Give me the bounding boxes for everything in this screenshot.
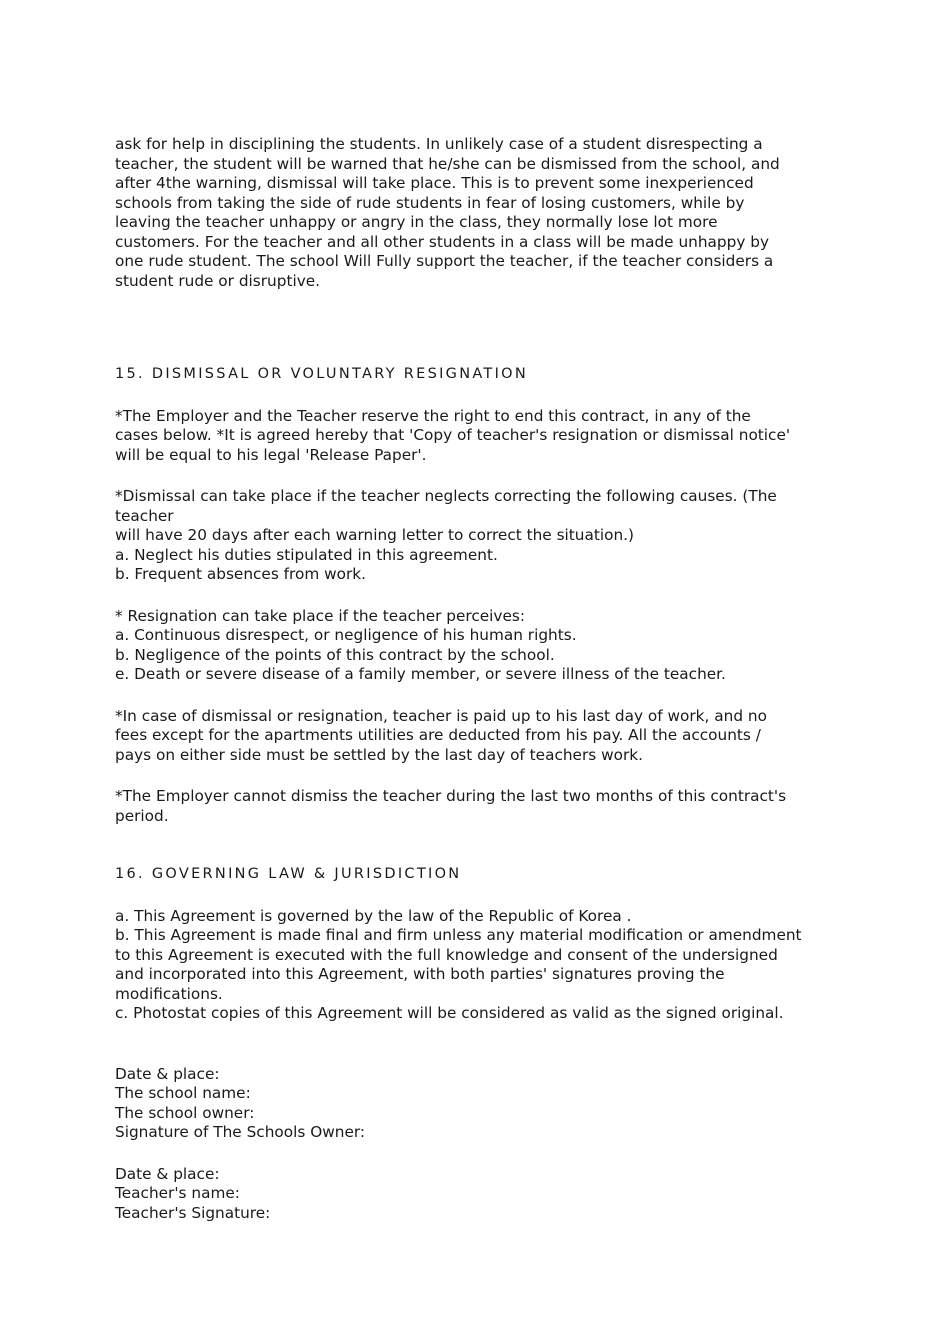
school-signature-block (115, 1065, 845, 1143)
intro-line: customers. For the teacher and all other students in a class will be made unhappy by (115, 232, 770, 251)
teacher-date-place-label: Date & place: (115, 1164, 220, 1183)
section-15-paragraph-1 (115, 407, 845, 466)
intro-line: after 4the warning, dismissal will take place. This is to prevent some inexperienced (115, 174, 754, 192)
school-name-label: The school name: (115, 1084, 251, 1102)
school-owner-signature-label: Signature of The Schools Owner: (115, 1123, 366, 1141)
paragraph-line: *In case of dismissal or resignation, teacher is paid up to his last day of work, and no (115, 706, 767, 725)
paragraph-line: a. This Agreement is governed by the law of the Republic of Korea . (115, 906, 632, 925)
paragraph-line: modifications. (115, 984, 223, 1003)
teacher-signature-label: Teacher's Signature: (115, 1203, 271, 1222)
section-15-paragraph-5 (115, 787, 845, 826)
section-15-paragraph-3 (115, 607, 845, 685)
school-owner-label: The school owner: (115, 1103, 255, 1122)
paragraph-line: a. Continuous disrespect, or negligence of his human rights. (115, 626, 577, 644)
paragraph-line: *The Employer and the Teacher reserve the right to end this contract, in any of the (115, 406, 751, 425)
teacher-name-label: Teacher's name: (115, 1184, 240, 1202)
section-16-paragraph (115, 907, 845, 1024)
paragraph-line: b. Negligence of the points of this contract by the school. (115, 645, 555, 664)
paragraph-line: e. Death or severe disease of a family member, or severe illness of the teacher. (115, 665, 726, 683)
paragraph-line: *Dismissal can take place if the teacher neglects correcting the following causes. (The (115, 487, 777, 505)
contract-page (115, 135, 845, 1245)
teacher-signature-block (115, 1165, 845, 1224)
intro-line: student rude or disruptive. (115, 271, 321, 290)
paragraph-line: a. Neglect his duties stipulated in this agreement. (115, 545, 498, 564)
paragraph-line: fees except for the apartments utilities are deducted from his pay. All the accounts / (115, 726, 761, 744)
paragraph-line: and incorporated into this Agreement, with both parties' signatures proving the (115, 965, 725, 983)
paragraph-line: *The Employer cannot dismiss the teacher during the last two months of this contract's (115, 787, 787, 805)
paragraph-line: cases below. *It is agreed hereby that 'Copy of teacher's resignation or dismissal notice' (115, 426, 791, 444)
section-15-paragraph-2 (115, 487, 845, 585)
paragraph-line: pays on either side must be settled by the last day of teachers work. (115, 745, 643, 764)
section-15-paragraph-4 (115, 707, 845, 766)
section-15-heading: 15. DISMISSAL OR VOLUNTARY RESIGNATION (115, 366, 529, 382)
section-16-heading: 16. GOVERNING LAW & JURISDICTION (115, 866, 462, 882)
paragraph-line: will have 20 days after each warning letter to correct the situation.) (115, 526, 634, 544)
school-date-place-label: Date & place: (115, 1064, 220, 1083)
intro-line: one rude student. The school Will Fully support the teacher, if the teacher considers a (115, 252, 774, 270)
intro-line: ask for help in disciplining the students. In unlikely case of a student disrespecting a (115, 135, 763, 153)
paragraph-line: * Resignation can take place if the teacher perceives: (115, 606, 525, 625)
intro-line: leaving the teacher unhappy or angry in the class, they normally lose lot more (115, 213, 718, 231)
paragraph-line: period. (115, 806, 169, 825)
paragraph-line: to this Agreement is executed with the full knowledge and consent of the undersigned (115, 945, 778, 964)
paragraph-line: will be equal to his legal 'Release Paper'. (115, 445, 427, 464)
paragraph-line: c. Photostat copies of this Agreement will be considered as valid as the signed original. (115, 1004, 784, 1022)
paragraph-line: b. Frequent absences from work. (115, 565, 367, 583)
intro-paragraph (115, 135, 845, 291)
intro-line: teacher, the student will be warned that he/she can be dismissed from the school, and (115, 154, 780, 173)
intro-line: schools from taking the side of rude students in fear of losing customers, while by (115, 193, 745, 212)
paragraph-line: teacher (115, 506, 174, 525)
paragraph-line: b. This Agreement is made final and firm unless any material modification or amendment (115, 926, 802, 944)
